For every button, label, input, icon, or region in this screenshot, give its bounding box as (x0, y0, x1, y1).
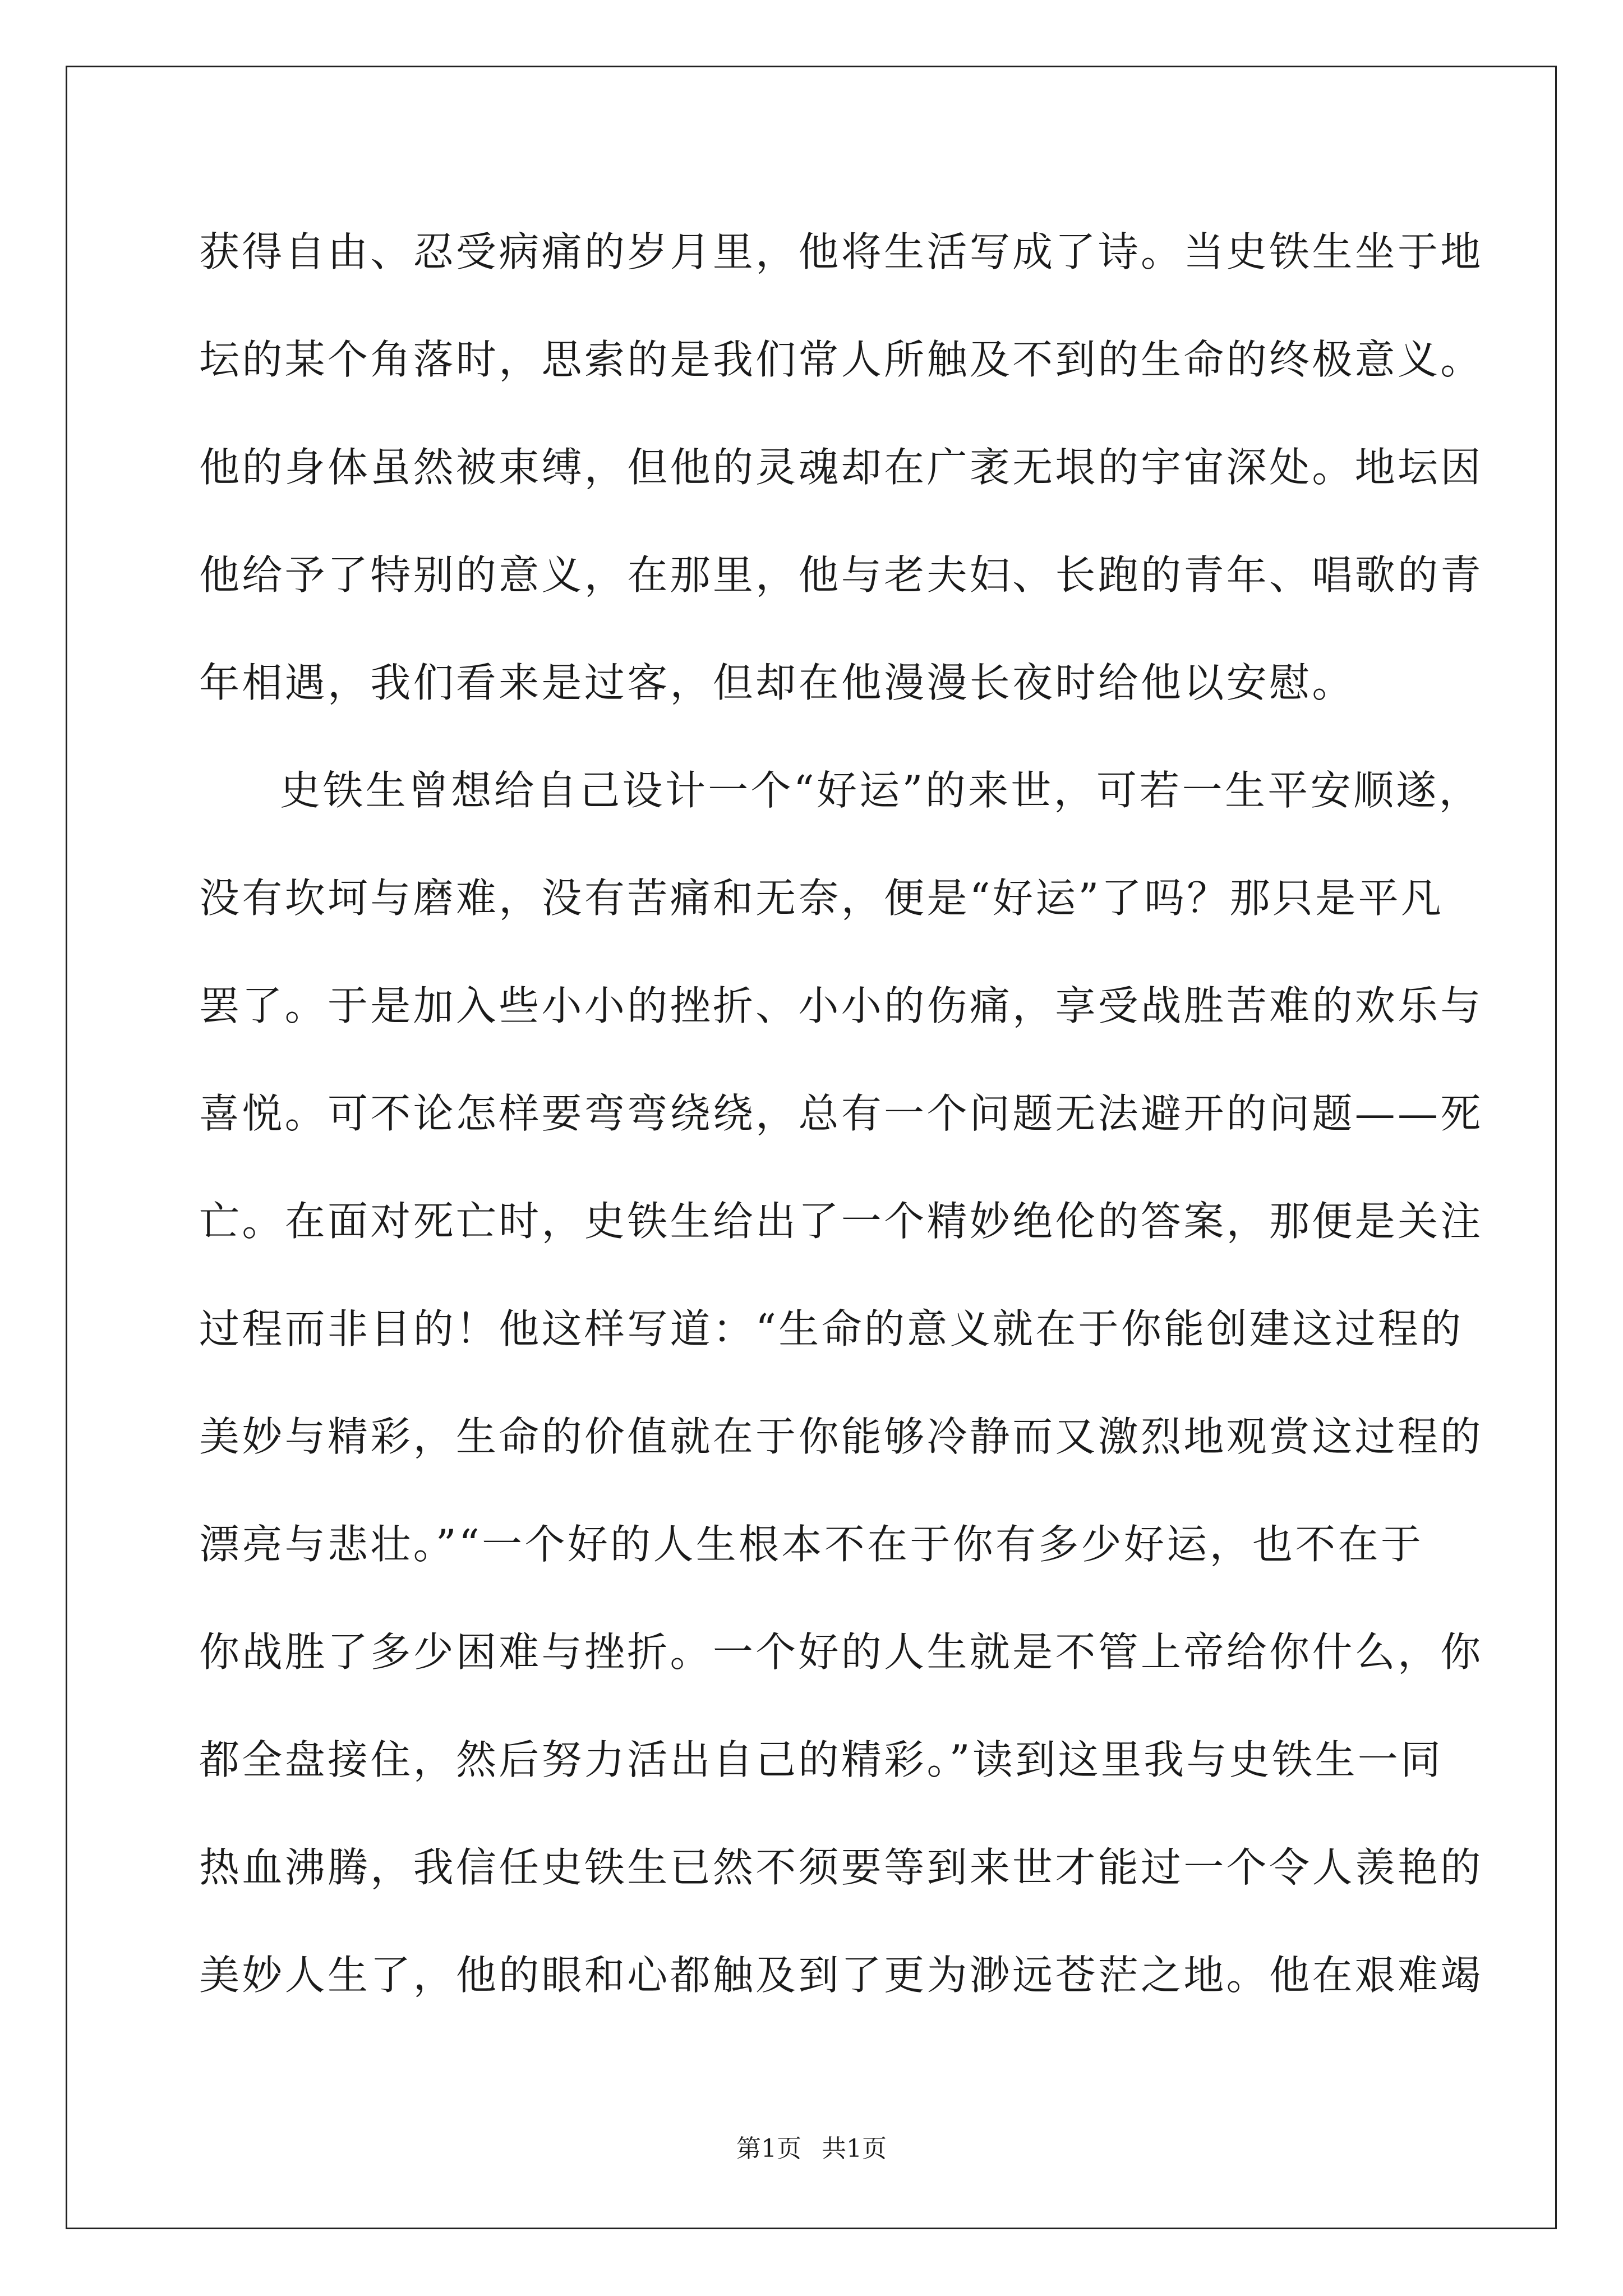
text-line: 漂亮与悲壮。”“一个好的人生根本不在于你有多少好运，也不在于 (199, 1521, 1424, 1568)
text-line: 没有坎坷与磨难，没有苦痛和无奈，便是“好运”了吗？那只是平凡 (199, 875, 1444, 922)
text-line: 罢了。于是加入些小小的挫折、小小的伤痛，享受战胜苦难的欢乐与 (199, 982, 1483, 1029)
text-line: 亡。在面对死亡时，史铁生给出了一个精妙绝伦的答案，那便是关注 (199, 1198, 1483, 1245)
text-line: 史铁生曾想给自己设计一个“好运”的来世，可若一生平安顺遂， (280, 767, 1482, 814)
page-footer (0, 2132, 1623, 2166)
text-line: 美妙人生了，他的眼和心都触及到了更为渺远苍茫之地。他在艰难竭 (199, 1952, 1483, 1999)
text-line: 热血沸腾，我信任史铁生已然不须要等到来世才能过一个令人羡艳的 (199, 1844, 1483, 1891)
document-body (199, 218, 1483, 2049)
page-number: 第1页 (736, 2134, 801, 2163)
text-line: 都全盘接住，然后努力活出自己的精彩。”读到这里我与史铁生一同 (199, 1736, 1444, 1783)
text-line: 获得自由、忍受病痛的岁月里，他将生活写成了诗。当史铁生坐于地 (199, 228, 1483, 275)
text-line: 他的身体虽然被束缚，但他的灵魂却在广袤无垠的宇宙深处。地坛因 (199, 444, 1483, 491)
text-line: 喜悦。可不论怎样要弯弯绕绕，总有一个问题无法避开的问题——死 (199, 1090, 1483, 1137)
text-line: 过程而非目的！他这样写道：“生命的意义就在于你能创建这过程的 (199, 1305, 1464, 1352)
text-line: 你战胜了多少困难与挫折。一个好的人生就是不管上帝给你什么，你 (199, 1628, 1483, 1676)
text-line: 年相遇，我们看来是过客，但却在他漫漫长夜时给他以安慰。 (199, 659, 1355, 706)
text-line: 坛的某个角落时，思索的是我们常人所触及不到的生命的终极意义。 (199, 336, 1483, 383)
page-total: 共1页 (822, 2134, 887, 2163)
text-line: 他给予了特别的意义，在那里，他与老夫妇、长跑的青年、唱歌的青 (199, 551, 1483, 599)
text-line: 美妙与精彩，生命的价值就在于你能够冷静而又激烈地观赏这过程的 (199, 1413, 1483, 1460)
